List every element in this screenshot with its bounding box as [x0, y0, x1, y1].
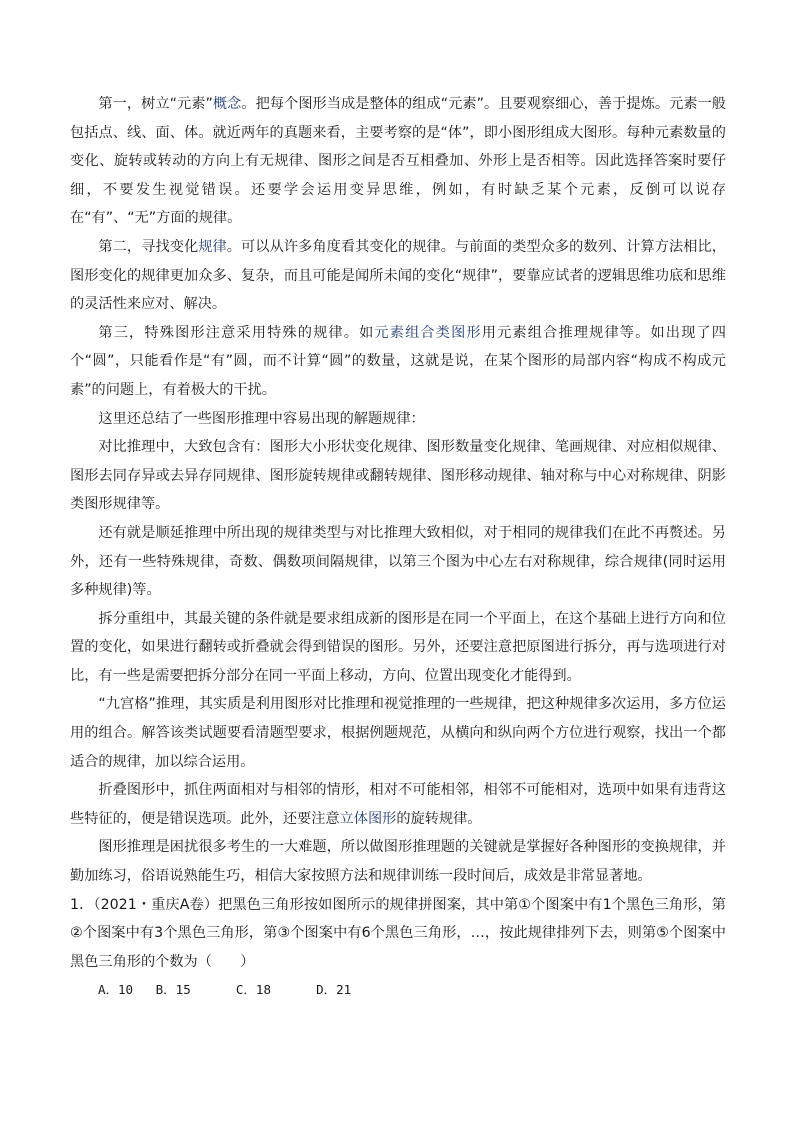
text-segment: 拆分重组中，其最关键的条件就是要求组成新的图形是在同一个平面上，在这个基础上进行方向和位置的变化，如果进行翻转或折叠就会得到错误的图形。另外，还要注意把原图进行拆分，再与选项进行对比，有一些是需要把拆分部分在同一平面上移动，方向、位置出现变化才能得到。 [70, 610, 726, 684]
option-c: C．18 [235, 982, 271, 998]
text-segment: 用元素组合推理规律等。如出现了四个“圆”，只能看作是“有”圆，而不计算“圆”的数量，这就是说，在某个图形的局部内容“构成不构成元素”的问题上，有着极大的干扰。 [70, 324, 726, 398]
text-segment: “九宫格”推理，其实质是利用图形对比推理和视觉推理的一些规律，把这种规律多次运用，多方位运用的组合。解答该类试题要看清题型要求，根据例题规范，从横向和纵向两个方位进行观察，找出一个都适合的规律，加以综合运用。 [70, 696, 726, 770]
text-segment: 第三，特殊图形注意采用特殊的规律。如 [98, 324, 375, 341]
text-segment: 第二，寻找变化 [98, 238, 199, 255]
paragraph-p6 [70, 519, 726, 605]
paragraph-p4 [70, 405, 726, 434]
highlighted-term: 元素组合类图形 [374, 324, 482, 341]
text-segment: 图形推理是困扰很多考生的一大难题，所以做图形推理题的关键就是掌握好各种图形的变换规律，并勤加练习，俗语说熟能生巧，相信大家按照方法和规律训练一段时间后，成效是非常显著地。 [70, 839, 726, 885]
option-a: A．10 [98, 982, 134, 998]
text-segment: 。把每个图形当成是整体的组成“元素”。且要观察细心，善于提炼。元素一般包括点、线、面、体。就近两年的真题来看，主要考察的是“体”，即小图形组成大图形。每种元素数量的变化、旋转或转动的方向上有无规律、图形之间是否互相叠加、外形上是否相等。因此选择答案时要仔细，不要发生视觉错误。还要学会运用变异思维，例如，有时缺乏某个元素，反倒可以说存在“有”、“无”方面的规律。 [70, 96, 726, 227]
option-d: D．21 [316, 982, 352, 998]
paragraph-p8 [70, 690, 726, 776]
highlighted-term: 立体图形 [339, 810, 397, 827]
paragraph-p5 [70, 433, 726, 519]
text-segment: 第一，树立“元素” [98, 96, 213, 112]
paragraph-list [70, 90, 726, 891]
question-text: 1．（2021・重庆A卷）把黑色三角形按如图所示的规律拼图案，其中第①个图案中有1个黑色三角形，第②个图案中有3个黑色三角形，第③个图案中有6个黑色三角形，…，按此规律排列下去，则第⑤个图案中黑色三角形的个数为（ ） [70, 896, 726, 970]
paragraph-p7 [70, 605, 726, 691]
text-segment: 。可以从许多角度看其变化的规律。与前面的类型众多的数列、计算方法相比，图形变化的规律更加众多、复杂，而且可能是闻所未闻的变化“规律”，要靠应试者的逻辑思维功底和思维的灵活性来应对、解决。 [70, 238, 726, 313]
paragraph-p9 [70, 776, 726, 833]
text-segment: 这里还总结了一些图形推理中容易出现的解题规律： [98, 410, 425, 427]
text-segment: 还有就是顺延推理中所出现的规律类型与对比推理大致相似，对于相同的规律我们在此不再赘述。另外，还有一些特殊规律，奇数、偶数项间隔规律，以第三个图为中心左右对称规律，综合规律(同时运用多种规律)等。 [70, 524, 726, 599]
text-segment: 折叠图形中，抓住两面相对与相邻的情形，相对不可能相邻，相邻不可能相对，选项中如果有违背这些特征的，便是错误选项。此外，还要注意 [70, 782, 726, 827]
option-b: B．15 [155, 982, 191, 998]
document-body [70, 90, 726, 1004]
highlighted-term: 概念 [212, 96, 242, 112]
paragraph-p2 [70, 233, 726, 319]
paragraph-p3 [70, 319, 726, 405]
highlighted-term: 规律 [198, 238, 227, 255]
paragraph-p1 [70, 90, 726, 233]
text-segment: 对比推理中，大致包含有：图形大小形状变化规律、图形数量变化规律、笔画规律、对应相似规律、图形去同存异或去异存同规律、图形旋转规律或翻转规律、图形移动规律、轴对称与中心对称规律、阴影类图形规律等。 [70, 439, 726, 513]
paragraph-p10 [70, 833, 726, 890]
answer-options [70, 976, 726, 1004]
text-segment: 的旋转规律。 [396, 810, 482, 827]
